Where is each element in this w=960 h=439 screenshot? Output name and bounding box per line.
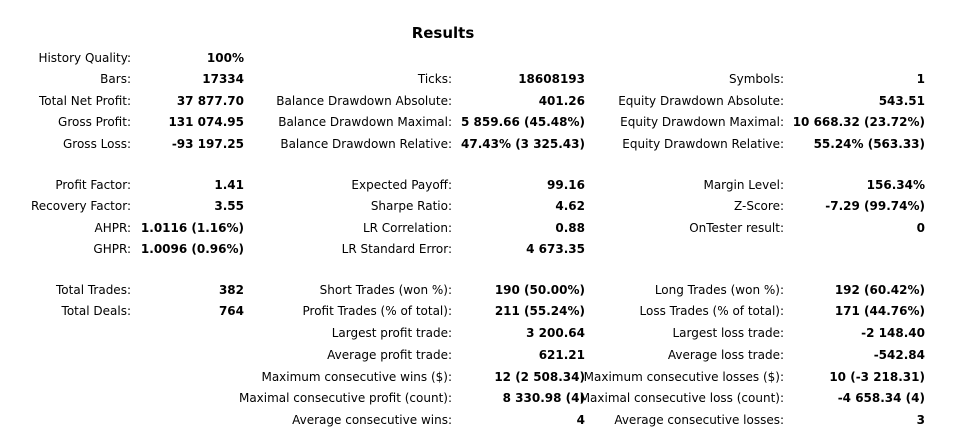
total-net-profit-label: Total Net Profit: bbox=[38, 94, 131, 108]
sharpe-ratio-value: 4.62 bbox=[555, 199, 585, 213]
total-trades-label: Total Trades: bbox=[56, 283, 131, 297]
symbols-value: 1 bbox=[916, 72, 925, 86]
total-deals-value: 764 bbox=[218, 304, 244, 318]
recovery-factor-value: 3.55 bbox=[214, 199, 244, 213]
loss-trades-value: 171 (44.76%) bbox=[834, 304, 925, 318]
history-quality-label: History Quality: bbox=[38, 51, 131, 65]
average-loss-trade-label: Average loss trade: bbox=[667, 348, 784, 362]
bars-value: 17334 bbox=[202, 72, 244, 86]
largest-profit-trade-label: Largest profit trade: bbox=[331, 326, 452, 340]
largest-loss-trade-value: -2 148.40 bbox=[861, 326, 925, 340]
lr-standard-error-label: LR Standard Error: bbox=[341, 242, 452, 256]
average-consecutive-wins-label: Average consecutive wins: bbox=[292, 413, 452, 427]
bars-label: Bars: bbox=[100, 72, 131, 86]
equity-drawdown-maximal-value: 10 668.32 (23.72%) bbox=[792, 115, 925, 129]
max-consecutive-losses-value: 10 (-3 218.31) bbox=[829, 370, 925, 384]
equity-drawdown-relative-label: Equity Drawdown Relative: bbox=[622, 137, 784, 151]
equity-drawdown-absolute-value: 543.51 bbox=[878, 94, 925, 108]
gross-loss-value: -93 197.25 bbox=[171, 137, 244, 151]
balance-drawdown-maximal-value: 5 859.66 (45.48%) bbox=[461, 115, 585, 129]
lr-correlation-label: LR Correlation: bbox=[362, 221, 452, 235]
largest-profit-trade-value: 3 200.64 bbox=[526, 326, 585, 340]
gross-profit-label: Gross Profit: bbox=[58, 115, 131, 129]
max-consecutive-losses-label: Maximum consecutive losses ($): bbox=[583, 370, 784, 384]
profit-trades-value: 211 (55.24%) bbox=[494, 304, 585, 318]
average-consecutive-losses-label: Average consecutive losses: bbox=[614, 413, 784, 427]
profit-trades-label: Profit Trades (% of total): bbox=[302, 304, 452, 318]
gross-loss-label: Gross Loss: bbox=[63, 137, 131, 151]
total-net-profit-value: 37 877.70 bbox=[176, 94, 244, 108]
balance-drawdown-absolute-value: 401.26 bbox=[538, 94, 585, 108]
z-score-label: Z-Score: bbox=[734, 199, 784, 213]
z-score-value: -7.29 (99.74%) bbox=[825, 199, 925, 213]
lr-standard-error-value: 4 673.35 bbox=[526, 242, 585, 256]
ahpr-label: AHPR: bbox=[94, 221, 131, 235]
lr-correlation-value: 0.88 bbox=[555, 221, 585, 235]
equity-drawdown-maximal-label: Equity Drawdown Maximal: bbox=[620, 115, 784, 129]
average-consecutive-wins-value: 4 bbox=[576, 413, 585, 427]
average-profit-trade-value: 621.21 bbox=[538, 348, 585, 362]
average-consecutive-losses-value: 3 bbox=[916, 413, 925, 427]
ontester-result-value: 0 bbox=[916, 221, 925, 235]
ontester-result-label: OnTester result: bbox=[689, 221, 784, 235]
balance-drawdown-maximal-label: Balance Drawdown Maximal: bbox=[278, 115, 452, 129]
results-title: Results bbox=[411, 24, 475, 42]
ahpr-value: 1.0116 (1.16%) bbox=[140, 221, 244, 235]
history-quality-value: 100% bbox=[206, 51, 244, 65]
balance-drawdown-absolute-label: Balance Drawdown Absolute: bbox=[276, 94, 452, 108]
profit-factor-label: Profit Factor: bbox=[55, 178, 131, 192]
profit-factor-value: 1.41 bbox=[214, 178, 244, 192]
balance-drawdown-relative-label: Balance Drawdown Relative: bbox=[280, 137, 452, 151]
short-trades-value: 190 (50.00%) bbox=[494, 283, 585, 297]
max-consecutive-wins-label: Maximum consecutive wins ($): bbox=[261, 370, 452, 384]
maximal-consecutive-profit-label: Maximal consecutive profit (count): bbox=[238, 391, 452, 405]
gross-profit-value: 131 074.95 bbox=[168, 115, 244, 129]
ticks-label: Ticks: bbox=[417, 72, 452, 86]
maximal-consecutive-loss-value: -4 658.34 (4) bbox=[837, 391, 925, 405]
largest-loss-trade-label: Largest loss trade: bbox=[672, 326, 784, 340]
long-trades-label: Long Trades (won %): bbox=[654, 283, 784, 297]
total-trades-value: 382 bbox=[218, 283, 244, 297]
ticks-value: 18608193 bbox=[518, 72, 585, 86]
maximal-consecutive-loss-label: Maximal consecutive loss (count): bbox=[579, 391, 784, 405]
balance-drawdown-relative-value: 47.43% (3 325.43) bbox=[461, 137, 585, 151]
equity-drawdown-relative-value: 55.24% (563.33) bbox=[813, 137, 925, 151]
average-profit-trade-label: Average profit trade: bbox=[327, 348, 452, 362]
maximal-consecutive-profit-value: 8 330.98 (4) bbox=[502, 391, 585, 405]
ghpr-value: 1.0096 (0.96%) bbox=[140, 242, 244, 256]
max-consecutive-wins-value: 12 (2 508.34) bbox=[494, 370, 585, 384]
loss-trades-label: Loss Trades (% of total): bbox=[639, 304, 784, 318]
sharpe-ratio-label: Sharpe Ratio: bbox=[370, 199, 452, 213]
equity-drawdown-absolute-label: Equity Drawdown Absolute: bbox=[618, 94, 784, 108]
long-trades-value: 192 (60.42%) bbox=[834, 283, 925, 297]
average-loss-trade-value: -542.84 bbox=[873, 348, 925, 362]
expected-payoff-label: Expected Payoff: bbox=[351, 178, 452, 192]
expected-payoff-value: 99.16 bbox=[547, 178, 585, 192]
margin-level-label: Margin Level: bbox=[703, 178, 784, 192]
ghpr-label: GHPR: bbox=[93, 242, 131, 256]
total-deals-label: Total Deals: bbox=[61, 304, 131, 318]
margin-level-value: 156.34% bbox=[866, 178, 925, 192]
symbols-label: Symbols: bbox=[729, 72, 784, 86]
short-trades-label: Short Trades (won %): bbox=[319, 283, 452, 297]
recovery-factor-label: Recovery Factor: bbox=[30, 199, 131, 213]
